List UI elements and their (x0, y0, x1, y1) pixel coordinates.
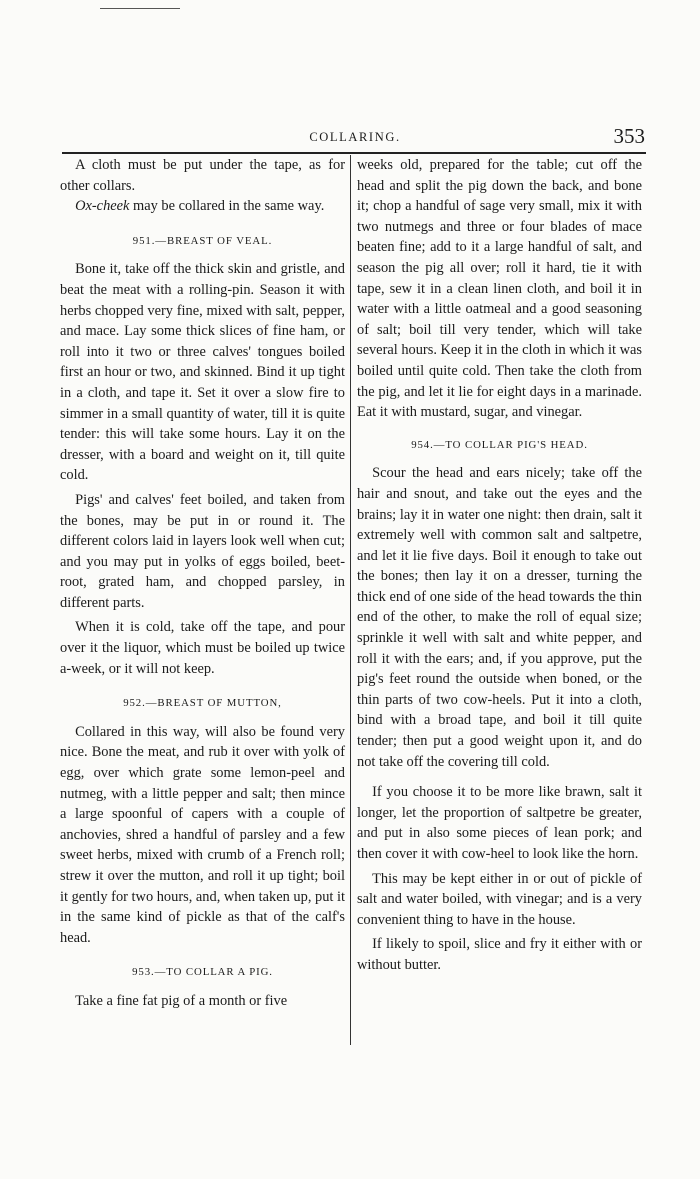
top-edge-rule (100, 8, 180, 9)
paragraph: A cloth must be put under the tape, as for other collars. (60, 157, 345, 194)
page-number: 353 (613, 124, 645, 148)
recipe-heading: 951.—BREAST OF VEAL. (132, 234, 273, 247)
recipe-heading: 954.—TO COLLAR PIG'S HEAD. (411, 438, 588, 451)
running-head: COLLARING. (309, 130, 401, 144)
right-column (357, 155, 642, 976)
paragraph: If likely to spoil, slice and fry it either with or without butter. (357, 936, 642, 973)
page-header (65, 126, 645, 150)
recipe-heading: 953.—TO COLLAR A PIG. (132, 966, 273, 979)
paragraph: If you choose it to be more like brawn, salt it longer, let the proportion of saltpetre be greater, and put in also some pieces of lean pork; and then cover it with cow-heel to look like the horn. (357, 784, 642, 862)
column-divider (350, 155, 351, 1045)
header-rule (62, 152, 646, 154)
paragraph: Pigs' and calves' feet boiled, and taken from the bones, may be put in or round it. The different colors laid in layers look well when cut; and you may put in yolks of eggs boiled, beet-root, grated ham, and chopped parsley, in different parts. (60, 491, 345, 611)
paragraph: Collared in this way, will also be found very nice. Bone the meat, and rub it over with yolk of egg, over which grate some lemon-peel and nutmeg, with a little pepper and salt; then mince a large spoonful of capers with a couple of anchovies, shred a handful of parsley and a few sweet herbs, mixed with crumb of a French roll; strew it over the mutton, and roll it up tight; boil it gently for two hours, and, when taken up, put it in the same kind of pickle as that of the calf's head. (60, 723, 345, 946)
left-column (60, 155, 345, 1012)
paragraph: Take a fine fat pig of a month or five (75, 992, 288, 1009)
paragraph: Scour the head and ears nicely; take off the hair and snout, and take out the eyes and the brains; lay it in water one night: then drain, salt it extremely well with common salt and saltpetre, and let it lie five days. Boil it enough to take out the bones; then lay it on a dresser, turning the thick end of one side of the head towards the thin end of the other, to make the roll of equal size; sprinkle it well with salt and white pepper, and roll it with the ears; and, if you approve, put the pig's feet round the outside when boned, or the thin parts of two cow-heels. Put it into a cloth, bind with a broad tape, and boil it till quite tender; then put a good weight upon it, and do not take off the covering till cold. (357, 465, 642, 770)
paragraph: This may be kept either in or out of pickle of salt and water boiled, with vinegar; and is a very convenient thing to have in the house. (357, 870, 642, 928)
paragraph: Ox-cheek may be collared in the same way. (75, 198, 325, 215)
paragraph: When it is cold, take off the tape, and pour over it the liquor, which must be boiled up twice a-week, or it will not keep. (60, 619, 345, 677)
paragraph: Bone it, take off the thick skin and gristle, and beat the meat with a rolling-pin. Season it with herbs chopped very fine, mixed with salt, pepper, and mace. Lay some thick slices of fine ham, or roll into it two or three calves' tongues boiled first an hour or two, and skinned. Bind it up tight in a cloth, and tape it. Set it over a slow fire to simmer in a small quantity of water, till it is quite tender: this will take some hours. Lay it on the dresser, with a board and weight on it, till quite cold. (60, 261, 345, 484)
recipe-heading: 952.—BREAST OF MUTTON, (123, 697, 282, 710)
paragraph-continued: weeks old, prepared for the table; cut off the head and split the pig down the back, and bone it; chop a handful of sage very small, mix it with two nutmegs and three or four blades of mace beaten fine; add to it a large handful of salt, and season the pig all over; roll it hard, tie it with tape, sew it in a clean linen cloth, and boil it in water with a little oatmeal and a good seasoning of salt; boil till very tender, which will take several hours. Keep it in the cloth in which it was boiled until quite cold. Then take the cloth from the pig, and let it lie for eight days in a marinade. Eat it with mustard, sugar, and vinegar. (357, 157, 642, 421)
italic-term: Ox-cheek (75, 198, 130, 215)
